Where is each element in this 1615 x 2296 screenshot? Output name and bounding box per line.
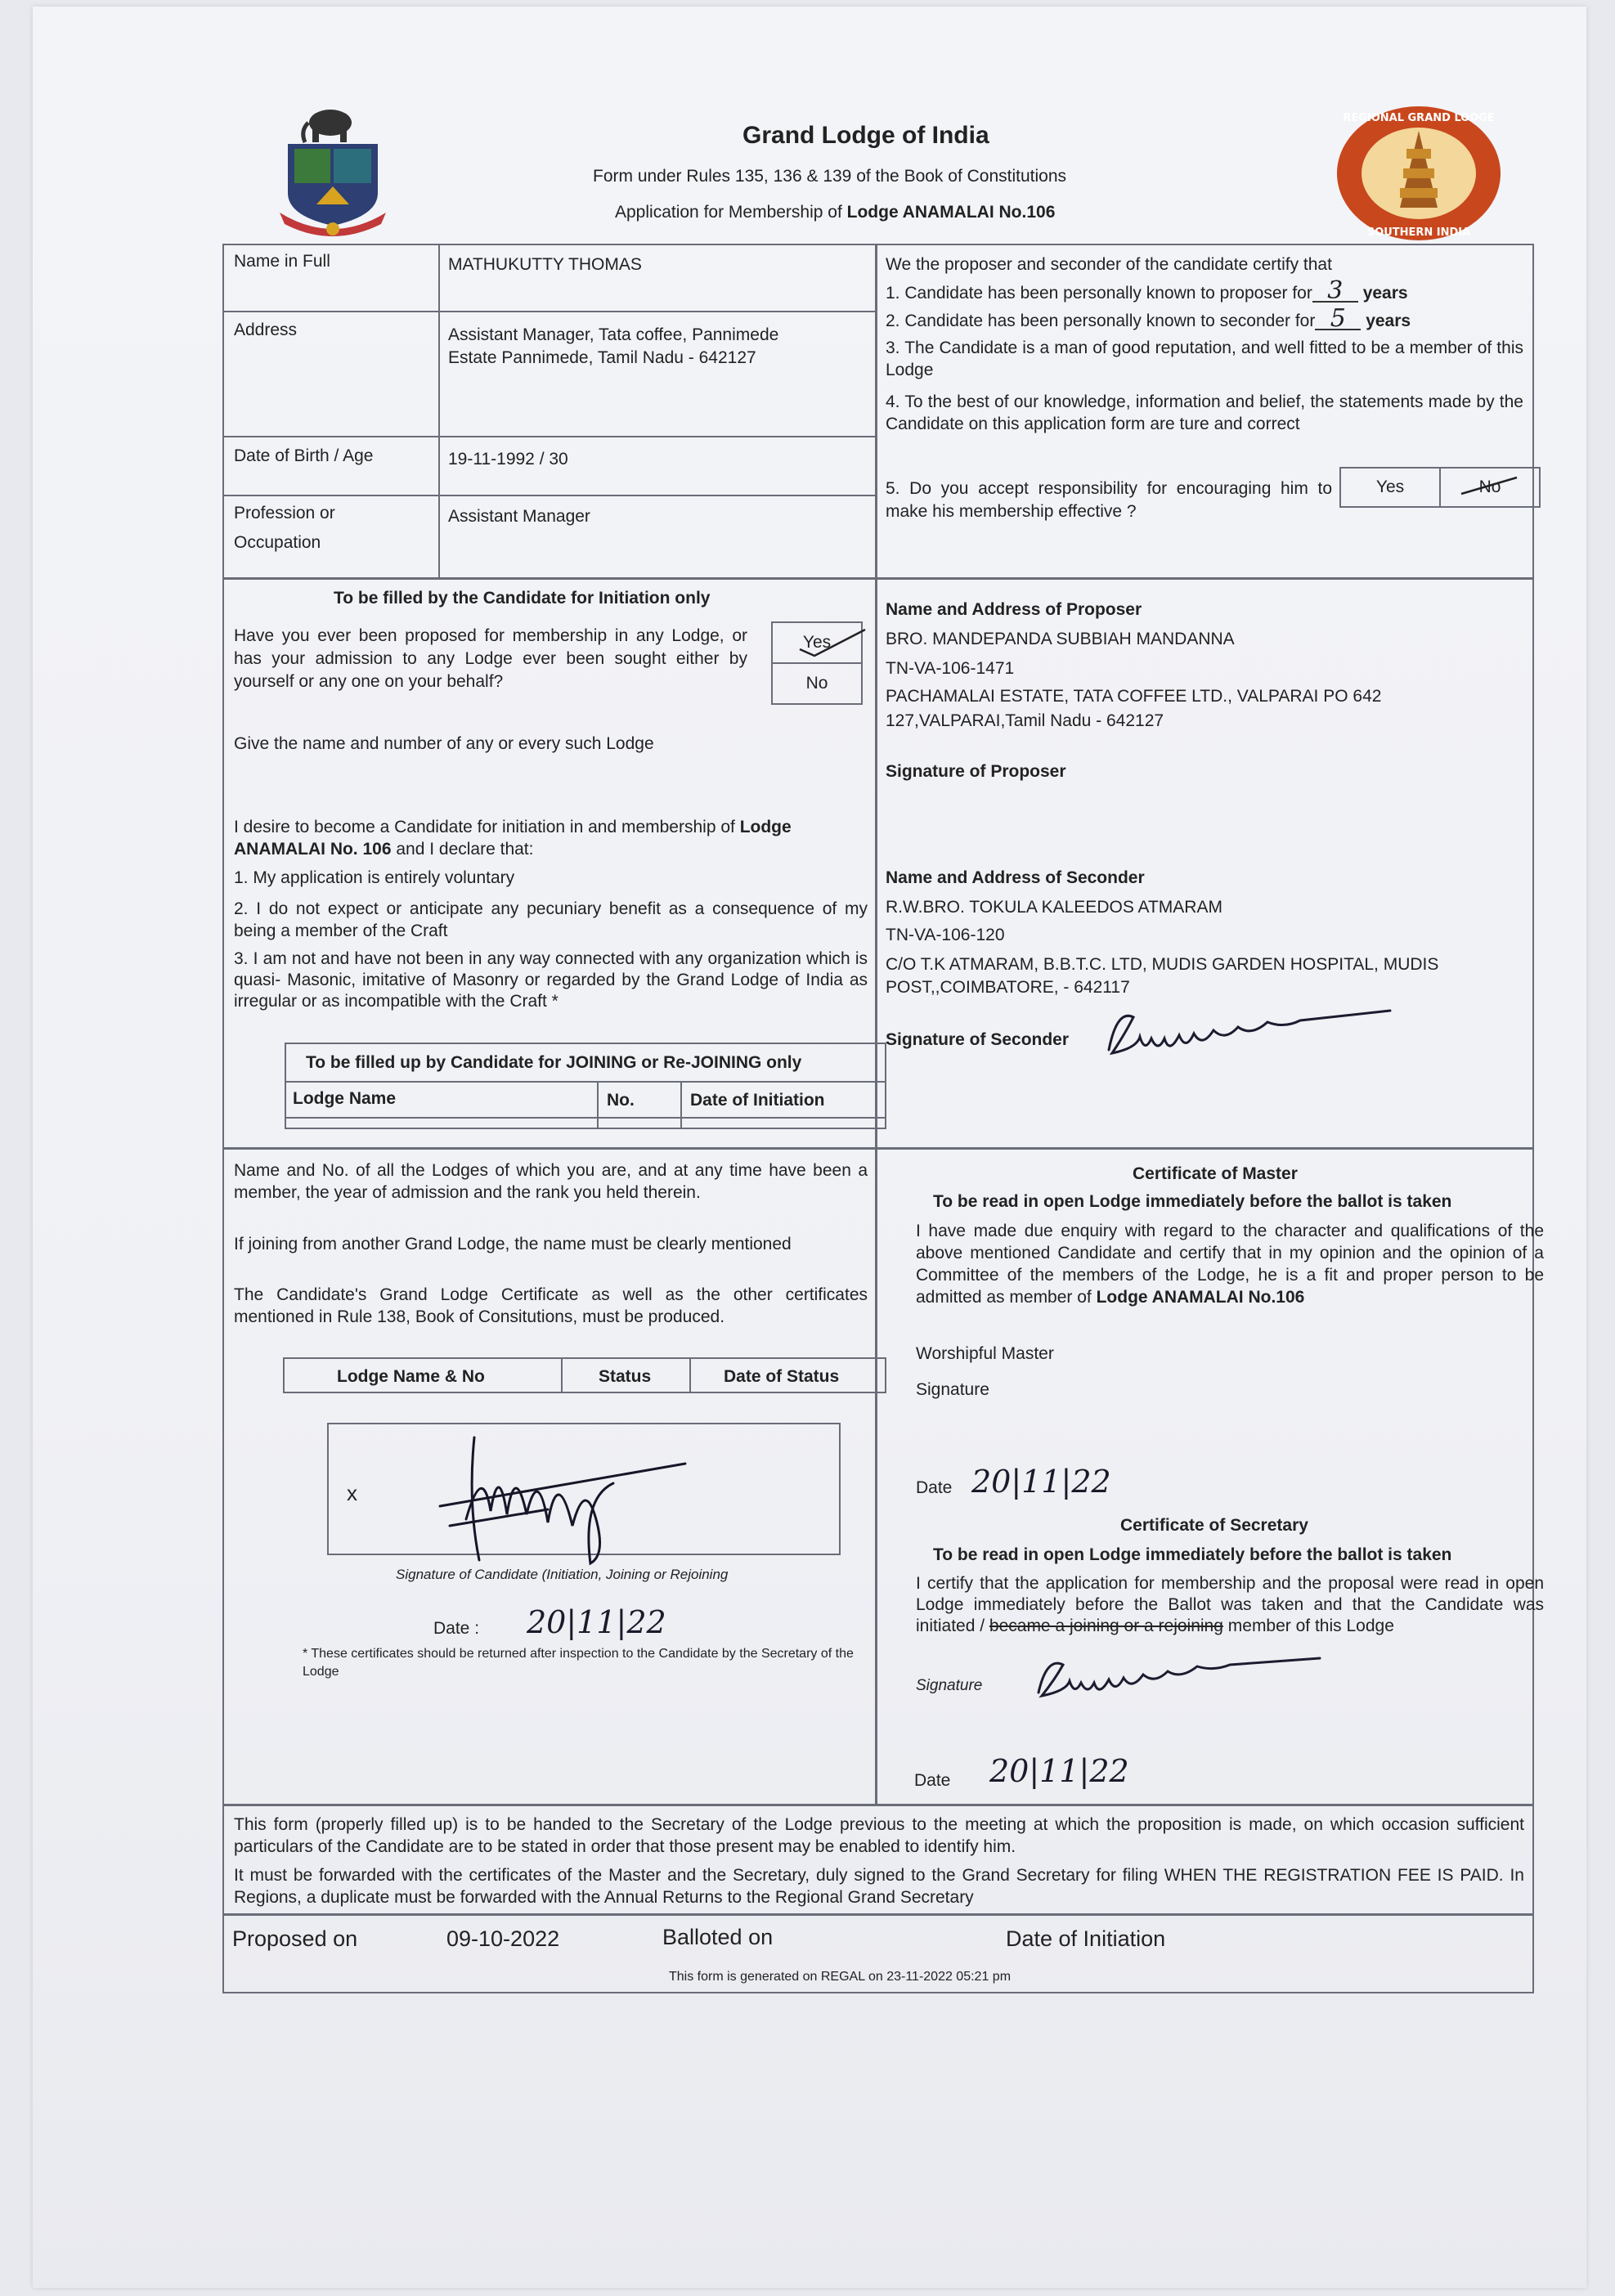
master-heading: Certificate of Master [1133, 1164, 1298, 1183]
seconder-heading: Name and Address of Seconder [886, 868, 1145, 887]
candidate-signature-caption: Signature of Candidate (Initiation, Joining or Rejoining [396, 1567, 729, 1582]
secretary-subheading: To be read in open Lodge immediately before the ballot is taken [933, 1545, 1452, 1564]
desire-statement: I desire to become a Candidate for initiation in and membership of Lodge ANAMALAI No. 106 and I declare that: [234, 818, 792, 859]
known-proposer-years: 3 [1312, 281, 1358, 303]
application-line: Application for Membership of Lodge ANAMALAI No.106 [615, 203, 1056, 222]
master-signature-label: Signature [916, 1380, 989, 1399]
grand-lodge-emblem-icon [271, 98, 394, 247]
proposer-heading: Name and Address of Proposer [886, 600, 1142, 619]
profession-label-1: Profession or [234, 504, 335, 522]
profession-value: Assistant Manager [448, 507, 590, 526]
form-title: Grand Lodge of India [742, 122, 989, 149]
name-value: MATHUKUTTY THOMAS [448, 255, 642, 274]
joining-heading: To be filled up by Candidate for JOINING or Re-JOINING only [306, 1053, 802, 1072]
section-divider [222, 1804, 1534, 1806]
date-of-initiation-label: Date of Initiation [1006, 1926, 1166, 1951]
master-subheading: To be read in open Lodge immediately before the ballot is taken [933, 1192, 1452, 1211]
proposed-before-yes-option[interactable]: Yes [771, 621, 863, 664]
proposed-before-no-option[interactable]: No [771, 662, 863, 705]
cert-item-5: 5. Do you accept responsibility for encouraging him to make his membership effective ? [886, 479, 1332, 521]
master-date-value: 20|11|22 [971, 1464, 1111, 1500]
declaration-1: 1. My application is entirely voluntary [234, 868, 515, 887]
candidate-signature-icon [417, 1428, 728, 1583]
secretary-signature-icon [1032, 1657, 1343, 1706]
center-divider [875, 244, 877, 1805]
dob-value: 19-11-1992 / 30 [448, 450, 568, 469]
name-label: Name in Full [234, 252, 330, 271]
seconder-signature-label: Signature of Seconder [886, 1030, 1070, 1049]
strike-mark-icon [1458, 474, 1523, 499]
seconder-signature-icon [1102, 1006, 1421, 1063]
balloted-on-label: Balloted on [662, 1925, 774, 1949]
seconder-id: TN-VA-106-120 [886, 926, 1005, 944]
cert-item-3: 3. The Candidate is a man of good reputation, and well fitted to be a member of this Lodge [886, 339, 1523, 379]
joining-col-date: Date of Initiation [690, 1091, 825, 1110]
initiation-heading: To be filled by the Candidate for Initiation only [334, 589, 711, 608]
check-mark-icon [795, 626, 868, 659]
cert-item-2: 2. Candidate has been personally known to seconder for 5 years [886, 304, 1411, 333]
proposer-id: TN-VA-106-1471 [886, 659, 1015, 678]
known-seconder-years: 5 [1315, 309, 1361, 330]
regional-grand-lodge-seal-icon [1333, 103, 1505, 244]
joining-col-number: No. [607, 1091, 635, 1110]
declaration-2: 2. I do not expect or anticipate any pecuniary benefit as a consequence of my being a member of the Craft [234, 899, 868, 940]
lodges-history-para-1: Name and No. of all the Lodges of which you are, and at any time have been a member, the year of admission and the rank you held therein. [234, 1161, 868, 1202]
candidate-date-value: 20|11|22 [527, 1604, 666, 1640]
proposer-name: BRO. MANDEPANDA SUBBIAH MANDANNA [886, 630, 1235, 648]
proposed-on-value: 09-10-2022 [446, 1926, 560, 1951]
section-divider [222, 577, 1534, 580]
secretary-body: I certify that the application for membership and the proposal were read in open Lodge immediately before the Ballot was taken and that the Candidate was initiated / became a joining or a rejoining member of this Lodge [916, 1574, 1544, 1635]
responsibility-yes-option[interactable]: Yes [1339, 467, 1441, 508]
section-divider [222, 1913, 1534, 1916]
generated-note: This form is generated on REGAL on 23-11-2022 05:21 pm [669, 1970, 1012, 1984]
secretary-date-label: Date [914, 1771, 951, 1790]
cell-divider [438, 244, 440, 577]
responsibility-no-option[interactable]: No [1439, 467, 1541, 508]
proposed-on-label: Proposed on [232, 1926, 358, 1951]
lodges-history-para-3: The Candidate's Grand Lodge Certificate as well as the other certificates mentioned in Rule 138, Book of Consitutions, must be produced. [234, 1285, 868, 1326]
history-col-date: Date of Status [724, 1367, 840, 1386]
seal-bottom-text: SOUTHERN INDIA [1366, 226, 1471, 239]
proposer-address-1: PACHAMALAI ESTATE, TATA COFFEE LTD., VALPARAI PO 642 [886, 687, 1382, 706]
master-date-label: Date [916, 1478, 953, 1497]
history-col-lodge: Lodge Name & No [337, 1367, 485, 1386]
proposer-address-2: 127,VALPARAI,Tamil Nadu - 642127 [886, 711, 1164, 730]
proposer-signature-label: Signature of Proposer [886, 762, 1066, 781]
profession-label-2: Occupation [234, 533, 321, 552]
seconder-name: R.W.BRO. TOKULA KALEEDOS ATMARAM [886, 898, 1222, 917]
footer-para-1: This form (properly filled up) is to be handed to the Secretary of the Lodge previous to the meeting at which the proposition is made, on which occasion sufficient particulars of the Candidate are to be stated in order that those present may be enabled to identify him. [234, 1815, 1524, 1856]
master-body: I have made due enquiry with regard to the character and qualifications of the above mentioned Candidate and certify that in my opinion and the opinion of a Committee of the members of the Lodge, he is a fit and proper person to be admitted as member of Lodge ANAMALAI No.106 [916, 1222, 1544, 1307]
cert-item-4: 4. To the best of our knowledge, information and belief, the statements made by the Candidate on this application form are ture and correct [886, 392, 1523, 433]
declaration-3: 3. I am not and have not been in any way connected with any organization which is quasi- Masonic, imitative of Masonry or regarded by the Grand Lodge of India as irregular or as incompatible with the Craft * [234, 949, 868, 1011]
seconder-address-2: POST,,COIMBATORE, - 642117 [886, 978, 1130, 997]
seconder-address-1: C/O T.K ATMARAM, B.B.T.C. LTD, MUDIS GARDEN HOSPITAL, MUDIS [886, 955, 1439, 974]
cert-item-1: 1. Candidate has been personally known to proposer for 3 years [886, 276, 1408, 305]
initiation-question: Have you ever been proposed for membership in any Lodge, or has your admission to any Lodge ever been sought either by yourself or any one on your behalf? [234, 626, 747, 691]
seal-top-text: REGIONAL GRAND LODGE [1343, 112, 1495, 124]
history-col-status: Status [599, 1367, 652, 1386]
give-name-instruction: Give the name and number of any or every such Lodge [234, 734, 654, 753]
address-line-1: Assistant Manager, Tata coffee, Pannimede [448, 325, 779, 344]
struck-text: became a joining or a rejoining [989, 1617, 1223, 1635]
certificates-footnote: * These certificates should be returned after inspection to the Candidate by the Secretary of the Lodge [303, 1647, 854, 1679]
candidate-date-label: Date : [433, 1619, 480, 1638]
cert-intro: We the proposer and seconder of the candidate certify that [886, 255, 1332, 274]
lodges-history-para-2: If joining from another Grand Lodge, the name must be clearly mentioned [234, 1235, 792, 1253]
signature-x-mark: x [347, 1481, 357, 1505]
secretary-date-value: 20|11|22 [989, 1753, 1129, 1789]
application-form [33, 7, 1586, 2288]
address-line-2: Estate Pannimede, Tamil Nadu - 642127 [448, 348, 756, 367]
secretary-heading: Certificate of Secretary [1120, 1516, 1308, 1535]
section-divider [222, 1147, 1534, 1150]
dob-label: Date of Birth / Age [234, 446, 374, 465]
secretary-signature-label: Signature [916, 1677, 983, 1694]
footer-para-2: It must be forwarded with the certificates of the Master and the Secretary, duly signed to the Grand Secretary for filing WHEN THE REGISTRATION FEE IS PAID. In Regions, a duplicate must be forwarded with the Annual Returns to the Regional Grand Secretary [234, 1866, 1524, 1907]
worshipful-master-label: Worshipful Master [916, 1344, 1054, 1363]
rules-line: Form under Rules 135, 136 & 139 of the Book of Constitutions [593, 167, 1067, 186]
address-label: Address [234, 321, 298, 339]
joining-col-lodge-name: Lodge Name [293, 1089, 397, 1108]
